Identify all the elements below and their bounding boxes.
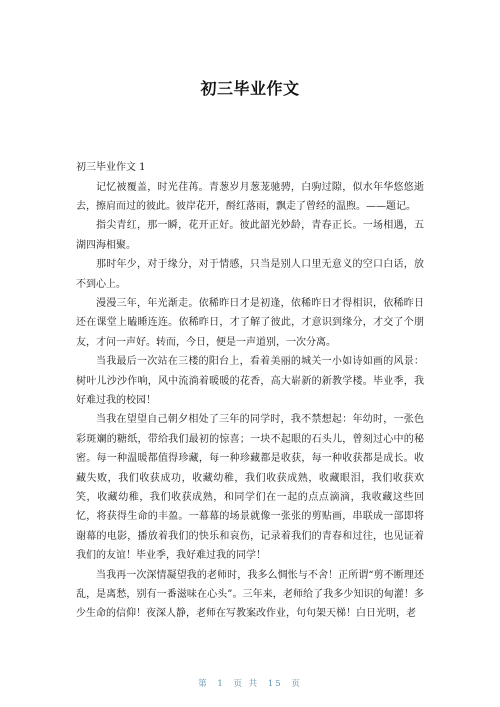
paragraph: 当我最后一次站在三楼的阳台上，看着美丽的城关一小如诗如画的风景：树叶儿沙沙作响，风中流淌着暖暖的花香，高大崭新的新教学楼。毕业季，我好难过我的校园！ [76,356,424,406]
footer-mid: 页 共 [233,679,260,689]
essay-heading: 初三毕业作文 1 [76,162,146,173]
document-title: 初三毕业作文 [200,79,300,98]
page-total: 15 [267,679,283,689]
paragraph: 指尖青红，那一瞬，花开正好。彼此韶光妙龄，青春正长。一场相遇，五湖四海相聚。 [76,220,424,251]
paragraph: 记忆被覆盖，时光荏苒。青葱岁月葱茏驰骋，白驹过隙，似水年华悠悠逝去，擦肩而过的彼此。彼岸花开，酹红落雨，飘走了曾经的温煦。——题记。 [76,181,424,212]
page-footer [0,677,500,689]
paragraph: 漫漫三年，年光渐走。依稀昨日才是初逢，依稀昨日才得相识，依稀昨日还在课堂上瞌睡连连。依稀昨日，才了解了彼此，才意识到缘分，才交了个朋友，才问一声好。转而，今日，便是一声道别，一次分离。 [76,297,424,348]
page-number: 1 [217,679,225,689]
footer-prefix: 第 [198,679,209,689]
paragraph: 当我在望望自己朝夕相处了三年的同学时，我不禁想起：年幼时，一张色彩斑斓的糖纸，带给我们最初的惊喜；一块不起眼的石头儿，曾刻过心中的秘密。每一种温暖都值得珍藏，每一种珍藏都是收获，每一种收获都是成长。收藏失败，我们收获成功，收藏幼稚，我们收获成熟，收藏眼泪，我们收获欢笑，收藏幼稚，我们收获成熟，和同学们在一起的点点滴滴，我收藏这些回忆，将获得生命的丰盈。一幕幕的场景就像一张张的剪贴画，串联成一部即将谢幕的电影，播放着我们的快乐和哀伤，记录着我们的青春和过往，也见证着我们的友谊！毕业季，我好难过我的同学！ [76,414,424,562]
essay-body [76,158,424,624]
paragraph: 当我再一次深情凝望我的老师时，我多么惆怅与不舍！正所谓“剪不断理还乱，是离愁，别有一番滋味在心头”。三年来，老师给了我多少知识的甸灌！多少生命的信仰！夜深人静，老师在写教案改作业，句句架天梯！白日光明，老 [76,569,424,620]
footer-suffix: 页 [291,679,302,689]
paragraph: 那时年少，对于缘分，对于情感，只当是别人口里无意义的空口白话，放不到心上。 [76,259,424,290]
